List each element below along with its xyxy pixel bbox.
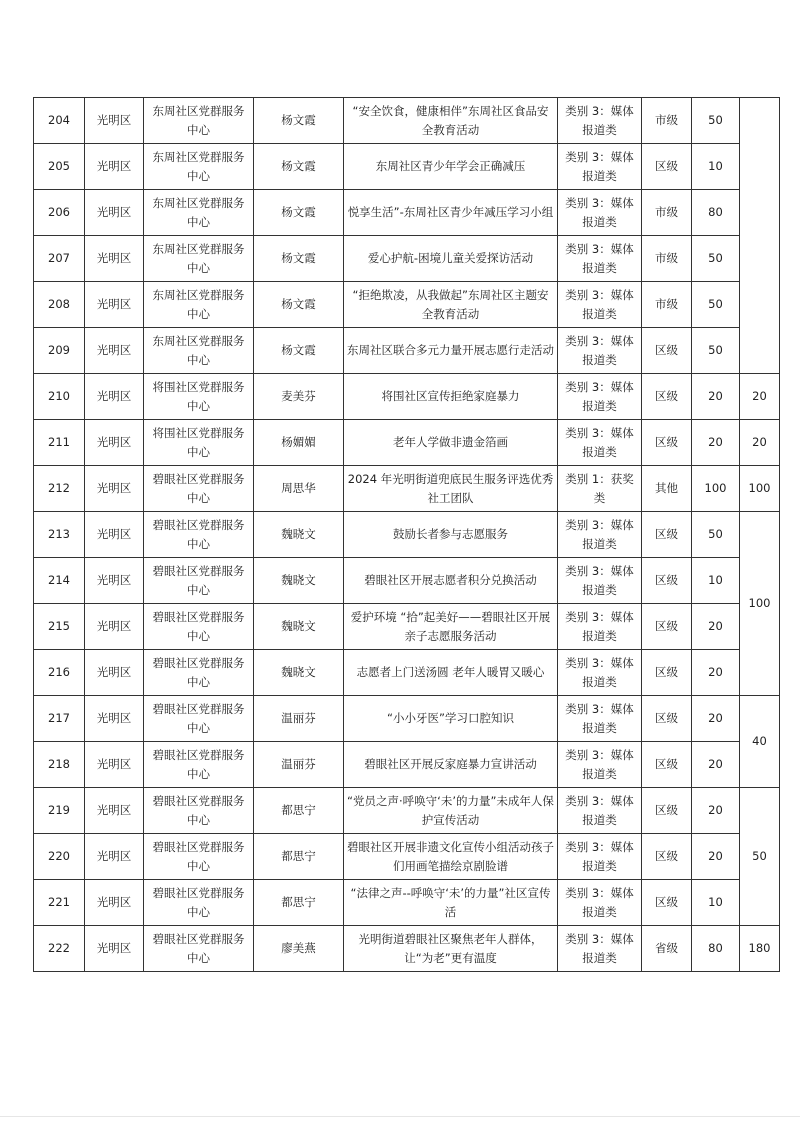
points-cell: 10 xyxy=(692,558,740,604)
activity-cell: 光明街道碧眼社区聚焦老年人群体，让“为老”更有温度 xyxy=(344,926,558,972)
category-cell: 类别 3：媒体报道类 xyxy=(558,236,642,282)
level-cell: 市级 xyxy=(642,190,692,236)
district-cell: 光明区 xyxy=(85,236,144,282)
points-cell: 20 xyxy=(692,604,740,650)
activity-cell: 将围社区宣传拒绝家庭暴力 xyxy=(344,374,558,420)
activity-cell: “法律之声--呼唤守‘未’的力量”社区宣传活 xyxy=(344,880,558,926)
table-row xyxy=(34,236,780,282)
row-number: 219 xyxy=(34,788,85,834)
level-cell: 省级 xyxy=(642,926,692,972)
organization-cell: 碧眼社区党群服务中心 xyxy=(144,834,254,880)
district-cell: 光明区 xyxy=(85,466,144,512)
level-cell: 市级 xyxy=(642,236,692,282)
activity-cell: “安全饮食，健康相伴”东周社区食品安全教育活动 xyxy=(344,98,558,144)
organization-cell: 碧眼社区党群服务中心 xyxy=(144,558,254,604)
activity-cell: “小小牙医”学习口腔知识 xyxy=(344,696,558,742)
organization-cell: 碧眼社区党群服务中心 xyxy=(144,604,254,650)
total-cell xyxy=(740,98,780,374)
points-cell: 20 xyxy=(692,742,740,788)
organization-cell: 碧眼社区党群服务中心 xyxy=(144,880,254,926)
organization-cell: 东周社区党群服务中心 xyxy=(144,190,254,236)
district-cell: 光明区 xyxy=(85,328,144,374)
category-cell: 类别 3：媒体报道类 xyxy=(558,420,642,466)
person-cell: 温丽芬 xyxy=(254,696,344,742)
district-cell: 光明区 xyxy=(85,98,144,144)
district-cell: 光明区 xyxy=(85,420,144,466)
table-row xyxy=(34,788,780,834)
table-row xyxy=(34,144,780,190)
organization-cell: 将围社区党群服务中心 xyxy=(144,420,254,466)
category-cell: 类别 3：媒体报道类 xyxy=(558,144,642,190)
points-table xyxy=(33,97,780,972)
category-cell: 类别 3：媒体报道类 xyxy=(558,834,642,880)
total-cell: 20 xyxy=(740,420,780,466)
activity-cell: 2024 年光明街道兜底民生服务评选优秀社工团队 xyxy=(344,466,558,512)
district-cell: 光明区 xyxy=(85,282,144,328)
row-number: 211 xyxy=(34,420,85,466)
level-cell: 区级 xyxy=(642,328,692,374)
row-number: 217 xyxy=(34,696,85,742)
district-cell: 光明区 xyxy=(85,374,144,420)
district-cell: 光明区 xyxy=(85,558,144,604)
table-row xyxy=(34,420,780,466)
level-cell: 其他 xyxy=(642,466,692,512)
table-row xyxy=(34,282,780,328)
person-cell: 都思宁 xyxy=(254,834,344,880)
category-cell: 类别 3：媒体报道类 xyxy=(558,880,642,926)
level-cell: 区级 xyxy=(642,650,692,696)
row-number: 206 xyxy=(34,190,85,236)
table-row xyxy=(34,650,780,696)
scan-edge-line xyxy=(0,1116,800,1117)
table-row xyxy=(34,98,780,144)
table-row xyxy=(34,328,780,374)
points-cell: 20 xyxy=(692,834,740,880)
activity-cell: 志愿者上门送汤圆 老年人暖胃又暖心 xyxy=(344,650,558,696)
row-number: 209 xyxy=(34,328,85,374)
category-cell: 类别 3：媒体报道类 xyxy=(558,190,642,236)
category-cell: 类别 3：媒体报道类 xyxy=(558,328,642,374)
points-cell: 10 xyxy=(692,144,740,190)
row-number: 216 xyxy=(34,650,85,696)
table-row xyxy=(34,834,780,880)
organization-cell: 碧眼社区党群服务中心 xyxy=(144,788,254,834)
activity-cell: 爱心护航-困境儿童关爱探访活动 xyxy=(344,236,558,282)
organization-cell: 东周社区党群服务中心 xyxy=(144,328,254,374)
table-row xyxy=(34,604,780,650)
organization-cell: 东周社区党群服务中心 xyxy=(144,98,254,144)
level-cell: 区级 xyxy=(642,880,692,926)
district-cell: 光明区 xyxy=(85,834,144,880)
table-row xyxy=(34,374,780,420)
row-number: 221 xyxy=(34,880,85,926)
row-number: 212 xyxy=(34,466,85,512)
person-cell: 杨文霞 xyxy=(254,144,344,190)
district-cell: 光明区 xyxy=(85,926,144,972)
level-cell: 市级 xyxy=(642,98,692,144)
category-cell: 类别 3：媒体报道类 xyxy=(558,558,642,604)
person-cell: 温丽芬 xyxy=(254,742,344,788)
activity-cell: 碧眼社区开展志愿者积分兑换活动 xyxy=(344,558,558,604)
points-cell: 20 xyxy=(692,696,740,742)
activity-cell: “党员之声·呼唤守‘未’的力量”未成年人保护宣传活动 xyxy=(344,788,558,834)
category-cell: 类别 3：媒体报道类 xyxy=(558,742,642,788)
district-cell: 光明区 xyxy=(85,880,144,926)
points-cell: 50 xyxy=(692,282,740,328)
points-cell: 50 xyxy=(692,512,740,558)
level-cell: 区级 xyxy=(642,788,692,834)
activity-cell: “拒绝欺凌，从我做起”东周社区主题安全教育活动 xyxy=(344,282,558,328)
person-cell: 麦美芬 xyxy=(254,374,344,420)
activity-cell: 碧眼社区开展非遗文化宣传小组活动孩子们用画笔描绘京剧脸谱 xyxy=(344,834,558,880)
category-cell: 类别 3：媒体报道类 xyxy=(558,696,642,742)
points-cell: 20 xyxy=(692,650,740,696)
organization-cell: 碧眼社区党群服务中心 xyxy=(144,742,254,788)
person-cell: 杨文霞 xyxy=(254,98,344,144)
activity-cell: 老年人学做非遗金箔画 xyxy=(344,420,558,466)
points-cell: 50 xyxy=(692,328,740,374)
district-cell: 光明区 xyxy=(85,512,144,558)
table-row xyxy=(34,512,780,558)
person-cell: 杨媚媚 xyxy=(254,420,344,466)
total-cell: 50 xyxy=(740,788,780,926)
activity-cell: 碧眼社区开展反家庭暴力宣讲活动 xyxy=(344,742,558,788)
category-cell: 类别 3：媒体报道类 xyxy=(558,512,642,558)
row-number: 210 xyxy=(34,374,85,420)
district-cell: 光明区 xyxy=(85,190,144,236)
category-cell: 类别 3：媒体报道类 xyxy=(558,926,642,972)
table-row xyxy=(34,558,780,604)
row-number: 218 xyxy=(34,742,85,788)
total-cell: 100 xyxy=(740,512,780,696)
table-row xyxy=(34,190,780,236)
category-cell: 类别 3：媒体报道类 xyxy=(558,604,642,650)
person-cell: 魏晓文 xyxy=(254,650,344,696)
activity-cell: 东周社区联合多元力量开展志愿行走活动 xyxy=(344,328,558,374)
category-cell: 类别 3：媒体报道类 xyxy=(558,374,642,420)
organization-cell: 东周社区党群服务中心 xyxy=(144,236,254,282)
table-row xyxy=(34,926,780,972)
person-cell: 杨文霞 xyxy=(254,236,344,282)
person-cell: 都思宁 xyxy=(254,880,344,926)
row-number: 207 xyxy=(34,236,85,282)
activity-cell: 悦享生活”-东周社区青少年减压学习小组 xyxy=(344,190,558,236)
organization-cell: 碧眼社区党群服务中心 xyxy=(144,926,254,972)
person-cell: 魏晓文 xyxy=(254,558,344,604)
row-number: 220 xyxy=(34,834,85,880)
level-cell: 区级 xyxy=(642,144,692,190)
points-cell: 80 xyxy=(692,190,740,236)
level-cell: 区级 xyxy=(642,742,692,788)
organization-cell: 碧眼社区党群服务中心 xyxy=(144,650,254,696)
person-cell: 都思宁 xyxy=(254,788,344,834)
level-cell: 区级 xyxy=(642,558,692,604)
district-cell: 光明区 xyxy=(85,604,144,650)
row-number: 208 xyxy=(34,282,85,328)
organization-cell: 碧眼社区党群服务中心 xyxy=(144,512,254,558)
person-cell: 杨文霞 xyxy=(254,282,344,328)
district-cell: 光明区 xyxy=(85,788,144,834)
total-cell: 20 xyxy=(740,374,780,420)
row-number: 204 xyxy=(34,98,85,144)
person-cell: 杨文霞 xyxy=(254,328,344,374)
district-cell: 光明区 xyxy=(85,742,144,788)
points-cell: 10 xyxy=(692,880,740,926)
activity-cell: 东周社区青少年学会正确减压 xyxy=(344,144,558,190)
points-cell: 100 xyxy=(692,466,740,512)
row-number: 213 xyxy=(34,512,85,558)
level-cell: 区级 xyxy=(642,696,692,742)
row-number: 215 xyxy=(34,604,85,650)
category-cell: 类别 3：媒体报道类 xyxy=(558,98,642,144)
organization-cell: 东周社区党群服务中心 xyxy=(144,144,254,190)
district-cell: 光明区 xyxy=(85,650,144,696)
row-number: 222 xyxy=(34,926,85,972)
person-cell: 魏晓文 xyxy=(254,512,344,558)
category-cell: 类别 3：媒体报道类 xyxy=(558,788,642,834)
total-cell: 180 xyxy=(740,926,780,972)
table-row xyxy=(34,696,780,742)
organization-cell: 东周社区党群服务中心 xyxy=(144,282,254,328)
points-cell: 50 xyxy=(692,98,740,144)
level-cell: 区级 xyxy=(642,420,692,466)
row-number: 214 xyxy=(34,558,85,604)
table-row xyxy=(34,466,780,512)
district-cell: 光明区 xyxy=(85,696,144,742)
points-cell: 20 xyxy=(692,420,740,466)
total-cell: 40 xyxy=(740,696,780,788)
person-cell: 周思华 xyxy=(254,466,344,512)
category-cell: 类别 1：获奖类 xyxy=(558,466,642,512)
level-cell: 区级 xyxy=(642,834,692,880)
person-cell: 廖美燕 xyxy=(254,926,344,972)
level-cell: 区级 xyxy=(642,512,692,558)
person-cell: 杨文霞 xyxy=(254,190,344,236)
points-cell: 50 xyxy=(692,236,740,282)
row-number: 205 xyxy=(34,144,85,190)
points-cell: 20 xyxy=(692,788,740,834)
level-cell: 区级 xyxy=(642,604,692,650)
activity-cell: 鼓励长者参与志愿服务 xyxy=(344,512,558,558)
category-cell: 类别 3：媒体报道类 xyxy=(558,650,642,696)
level-cell: 区级 xyxy=(642,374,692,420)
organization-cell: 将围社区党群服务中心 xyxy=(144,374,254,420)
points-cell: 80 xyxy=(692,926,740,972)
table-row xyxy=(34,880,780,926)
organization-cell: 碧眼社区党群服务中心 xyxy=(144,696,254,742)
total-cell: 100 xyxy=(740,466,780,512)
district-cell: 光明区 xyxy=(85,144,144,190)
table-row xyxy=(34,742,780,788)
activity-cell: 爱护环境 “拾”起美好——碧眼社区开展亲子志愿服务活动 xyxy=(344,604,558,650)
category-cell: 类别 3：媒体报道类 xyxy=(558,282,642,328)
level-cell: 市级 xyxy=(642,282,692,328)
person-cell: 魏晓文 xyxy=(254,604,344,650)
organization-cell: 碧眼社区党群服务中心 xyxy=(144,466,254,512)
points-cell: 20 xyxy=(692,374,740,420)
